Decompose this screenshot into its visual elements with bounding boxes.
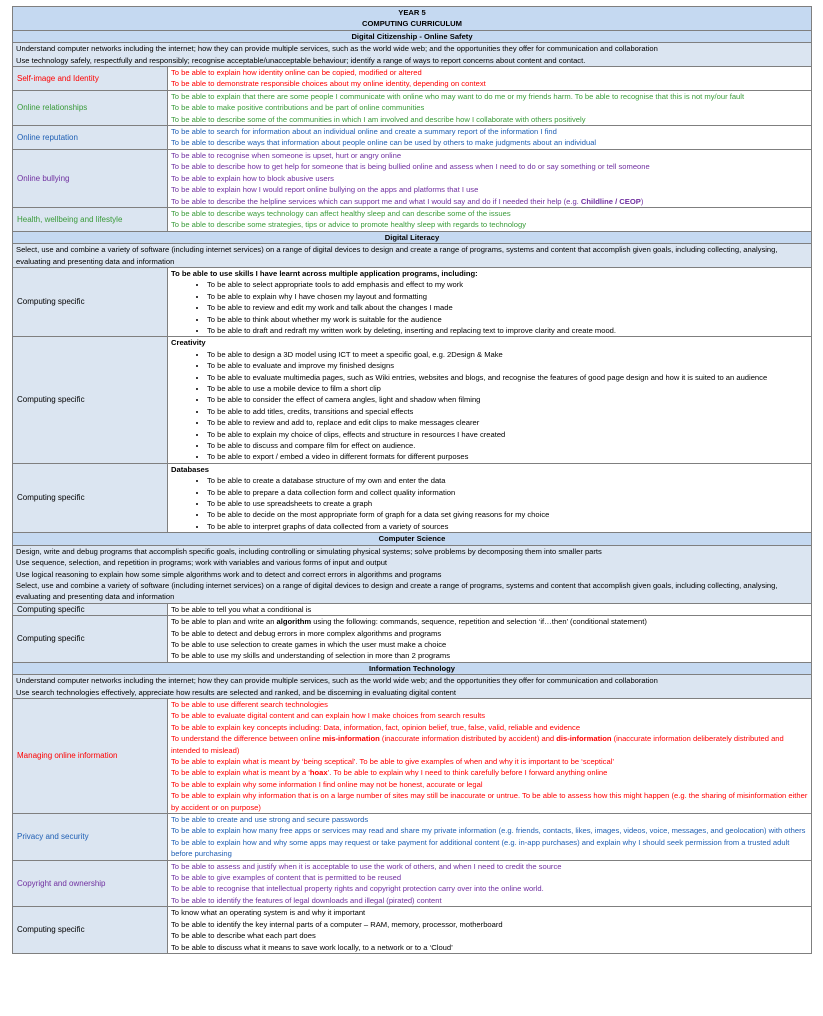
row-content (168, 860, 812, 907)
objective-line: To be able to explain how I would report online bullying on the apps and platforms that I use (171, 185, 479, 195)
objective-line: To be able to assess and justify when it is acceptable to use the work of others, and when I need to credit the source (171, 861, 562, 871)
section-intro-row (13, 675, 812, 699)
section-title: Digital Citizenship - Online Safety (13, 30, 812, 42)
objective-item: • To be able to evaluate multimedia pages, such as Wiki entries, websites and blogs, and recognise the features of good page design and how it is suited to an audience (207, 372, 808, 383)
curriculum-row (13, 90, 812, 125)
curriculum-table (12, 6, 812, 954)
curriculum-row (13, 337, 812, 463)
intro-line: Design, write and debug programs that accomplish specific goals, including controlling or simulating physical systems; solve problems by decomposing them into smaller parts (16, 546, 602, 556)
row-label: Privacy and security (13, 814, 168, 861)
row-label: Online bullying (13, 149, 168, 207)
objective-line: To be able to explain how and why some apps may request or take payment for additional content (e.g. in-app purchases) and explain why I should seek permission from a trusted adult before purchasing (171, 837, 790, 859)
objective-line: To be able to search for information about an individual online and create a summary report of the information I find (171, 127, 557, 137)
curriculum-title: COMPUTING CURRICULUM (362, 19, 462, 29)
row-label: Managing online information (13, 698, 168, 813)
section-title: Information Technology (13, 662, 812, 674)
curriculum-row (13, 814, 812, 861)
bold-term: Childline / CEOP (580, 196, 641, 206)
section-title-row (13, 231, 812, 243)
content-heading: Databases (171, 464, 209, 474)
objective-line: To be able to create and use strong and secure passwords (171, 815, 369, 825)
objective-line: To be able to use my skills and understanding of selection in more than 2 programs (171, 651, 451, 661)
row-content (168, 267, 812, 336)
section-intro (13, 675, 812, 699)
curriculum-document (12, 6, 811, 954)
row-label: Computing specific (13, 907, 168, 954)
objective-line: To be able to explain how identity online can be copied, modified or altered (171, 68, 422, 78)
objective-line: To be able to explain what is meant by a ‘hoax’. To be able to explain why I need to think carefully before I forward anything online (171, 768, 608, 778)
row-label: Online relationships (13, 90, 168, 125)
row-content (168, 463, 812, 532)
objective-line: To be able to describe some strategies, tips or advice to promote healthy sleep with regards to technology (171, 220, 526, 230)
objective-item: • To be able to review and add to, replace and edit clips to make messages clearer (207, 417, 808, 428)
objective-list (171, 349, 808, 463)
row-label: Computing specific (13, 337, 168, 463)
objective-line: To be able to describe how to get help for someone that is being bullied online and assess when I need to do or say something or tell someone (171, 162, 650, 172)
row-content (168, 616, 812, 663)
row-label: Copyright and ownership (13, 860, 168, 907)
objective-line: To be able to demonstrate responsible choices about my online identity, depending on context (171, 79, 486, 89)
curriculum-row (13, 698, 812, 813)
bold-term: algorithm (276, 617, 312, 627)
objective-item: • To be able to create a database structure of my own and enter the data (207, 475, 808, 486)
objective-item: • To be able to consider the effect of camera angles, light and shadow when filming (207, 394, 808, 405)
row-label: Computing specific (13, 267, 168, 336)
row-label: Computing specific (13, 603, 168, 615)
row-label: Computing specific (13, 463, 168, 532)
curriculum-row (13, 603, 812, 615)
objective-line: To be able to plan and write an algorithm using the following: commands, sequence, repetition and selection ‘if…then’ (conditional statement) (171, 617, 647, 627)
curriculum-row (13, 67, 812, 91)
curriculum-row (13, 616, 812, 663)
page-header (13, 7, 812, 31)
objective-item: • To be able to discuss and compare film for effect on audience. (207, 440, 808, 451)
objective-line: To be able to explain that there are some people I communicate with online who may want to do me or my friends harm. To be able to recognise that this is not my/our fault (171, 91, 745, 101)
header-row (13, 7, 812, 31)
section-intro (13, 43, 812, 67)
objective-item: • To be able to evaluate and improve my finished designs (207, 360, 808, 371)
section-intro-row (13, 244, 812, 268)
row-label: Computing specific (13, 616, 168, 663)
objective-item: • To be able to prepare a data collection form and collect quality information (207, 487, 808, 498)
objective-item: • To be able to decide on the most appropriate form of graph for a data set giving reasons for my choice (207, 509, 808, 520)
section-intro (13, 244, 812, 268)
objective-line: To be able to use selection to create games in which the user must make a choice (171, 639, 447, 649)
row-content (168, 907, 812, 954)
row-label: Health, wellbeing and lifestyle (13, 207, 168, 231)
objective-line: To be able to discuss what it means to save work locally, to a network or to a ‘Cloud’ (171, 942, 453, 952)
objective-item: • To be able to design a 3D model using ICT to meet a specific goal, e.g. 2Design & Make (207, 349, 808, 360)
intro-line: Understand computer networks including the internet; how they can provide multiple services, such as the world wide web; and the opportunities they offer for communication and collaboration (16, 44, 658, 54)
section-title-row (13, 30, 812, 42)
curriculum-row (13, 207, 812, 231)
row-content (168, 67, 812, 91)
objective-line: To be able to explain key concepts including: Data, information, fact, opinion belief, true, false, valid, reliable and evidence (171, 722, 581, 732)
objective-line: To be able to give examples of content that is permitted to be reused (171, 873, 402, 883)
intro-line: Use logical reasoning to explain how some simple algorithms work and to detect and correct errors in algorithms and programs (16, 569, 442, 579)
objective-line: To understand the difference between online mis-information (inaccurate information distributed by accident) and dis-information (inaccurate information deliberately distributed and intended to mislead) (171, 734, 784, 755)
section-intro-row (13, 43, 812, 67)
objective-line: To be able to explain how to block abusive users (171, 173, 334, 183)
row-label: Online reputation (13, 126, 168, 150)
objective-item: • To be able to explain why I have chosen my layout and formatting (207, 291, 808, 302)
objective-line: To be able to recognise that intellectual property rights and copyright protection carry over into the online world. (171, 884, 544, 894)
objective-item: • To be able to add titles, credits, transitions and special effects (207, 406, 808, 417)
objective-line: To be able to identify the features of legal downloads and illegal (pirated) content (171, 895, 442, 905)
row-content (168, 814, 812, 861)
bold-term: dis-information (556, 734, 612, 744)
curriculum-row (13, 860, 812, 907)
objective-line: To be able to detect and debug errors in more complex algorithms and programs (171, 628, 442, 638)
objective-item: • To be able to export / embed a video in different formats for different purposes (207, 451, 808, 462)
objective-list (171, 475, 808, 532)
row-content (168, 337, 812, 463)
objective-item: • To be able to use a mobile device to film a short clip (207, 383, 808, 394)
objective-line: To be able to describe some of the communities in which I am involved and describe how I collaborate with others positively (171, 114, 586, 124)
objective-line: To be able to explain why some information I find online may not be honest, accurate or legal (171, 779, 483, 789)
row-content (168, 90, 812, 125)
curriculum-row (13, 126, 812, 150)
curriculum-row (13, 267, 812, 336)
row-label: Self-image and Identity (13, 67, 168, 91)
curriculum-row (13, 463, 812, 532)
objective-line: To be able to evaluate digital content and can explain how I make choices from search results (171, 711, 486, 721)
objective-line: To be able to tell you what a conditional is (171, 604, 312, 614)
objective-line: To be able to identify the key internal parts of a computer – RAM, memory, processor, motherboard (171, 919, 503, 929)
objective-line: To be able to recognise when someone is upset, hurt or angry online (171, 150, 402, 160)
intro-line: Understand computer networks including the internet; how they can provide multiple services, such as the world wide web; and the opportunities they offer for communication and collaboration (16, 676, 658, 686)
content-heading: To be able to use skills I have learnt across multiple application programs, including: (171, 268, 478, 278)
objective-line: To be able to describe the helpline services which can support me and what I would say and do if I needed their help (e.g. Childline / CEOP) (171, 196, 644, 206)
row-content (168, 603, 812, 615)
objective-item: • To be able to use spreadsheets to create a graph (207, 498, 808, 509)
curriculum-row (13, 149, 812, 207)
intro-line: Select, use and combine a variety of software (including internet services) on a range of digital devices to design and create a range of programs, systems and content that accomplish given goals, including collecting, analysing, evaluating and presenting data and information (16, 580, 778, 602)
objective-line: To be able to explain what is meant by ‘being sceptical’. To be able to give examples of when and why it is important to be ‘sceptical’ (171, 757, 615, 766)
objective-line: To be able to explain how many free apps or services may read and share my private information (e.g. friends, contacts, likes, images, videos, voice, messages, and geolocation) with others (171, 826, 806, 836)
intro-line: Use sequence, selection, and repetition in programs; work with variables and various forms of input and output (16, 558, 388, 568)
objective-line: To be able to describe ways that information about people online can be used by others to make judgments about an individual (171, 138, 597, 148)
bold-term: mis-information (322, 734, 380, 744)
objective-line: To be able to describe what each part does (171, 931, 316, 941)
intro-line: Use search technologies effectively, appreciate how results are selected and ranked, and be discerning in evaluating digital content (16, 687, 457, 697)
intro-line: Use technology safely, respectfully and responsibly; recognise acceptable/unacceptable behaviour; identify a range of ways to report concerns about content and contact. (16, 55, 586, 65)
objective-item: • To be able to select appropriate tools to add emphasis and effect to my work (207, 279, 808, 290)
row-content (168, 149, 812, 207)
objective-line: To be able to describe ways technology can affect healthy sleep and can describe some of the issues (171, 208, 511, 218)
section-title-row (13, 662, 812, 674)
section-title: Digital Literacy (13, 231, 812, 243)
objective-item: • To be able to draft and redraft my written work by deleting, inserting and replacing text to improve clarity and create mood. (207, 325, 808, 336)
section-title-row (13, 533, 812, 545)
objective-item: • To be able to think about whether my work is suitable for the audience (207, 314, 808, 325)
curriculum-row (13, 907, 812, 954)
year-heading: YEAR 5 (398, 8, 426, 17)
intro-line: Select, use and combine a variety of software (including internet services) on a range of digital devices to design and create a range of programs, systems and content that accomplish given goals, including collecting, analysing, evaluating and presenting data and information (16, 245, 778, 266)
objective-line: To know what an operating system is and why it important (171, 908, 366, 918)
row-content (168, 698, 812, 813)
objective-line: To be able to make positive contributions and be part of online communities (171, 103, 425, 113)
objective-item: • To be able to interpret graphs of data collected from a variety of sources (207, 521, 808, 532)
objective-line: To be able to use different search technologies (171, 699, 328, 709)
objective-item: • To be able to explain my choice of clips, effects and structure in resources I have created (207, 429, 808, 440)
row-content (168, 126, 812, 150)
section-intro (13, 545, 812, 603)
row-content (168, 207, 812, 231)
bold-term: hoax (309, 768, 328, 778)
objective-item: • To be able to review and edit my work and talk about the changes I made (207, 302, 808, 313)
content-heading: Creativity (171, 338, 206, 348)
section-title: Computer Science (13, 533, 812, 545)
objective-list (171, 279, 808, 336)
section-intro-row (13, 545, 812, 603)
objective-line: To be able to explain why information that is on a large number of sites may still be inaccurate or untrue. To be able to assess how this might happen (e.g. the sharing of misinformation either by accident or on purpose) (171, 791, 808, 812)
